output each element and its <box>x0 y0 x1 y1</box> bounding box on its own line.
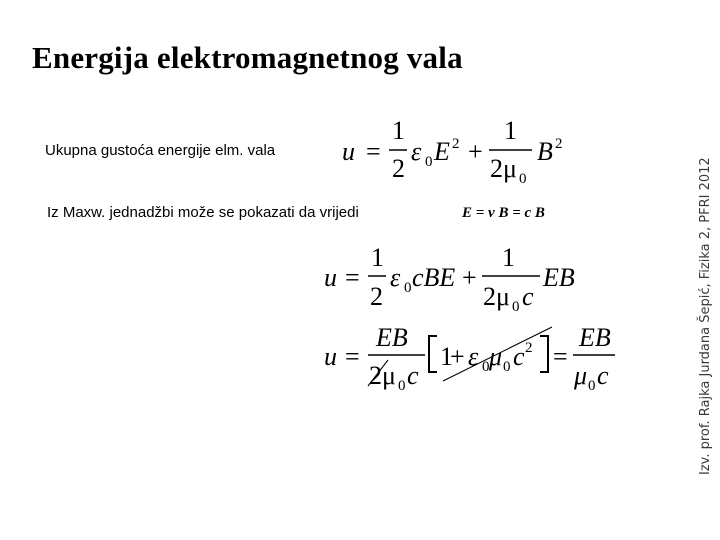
eq1-den1: 2 <box>392 154 405 183</box>
eq1-num2: 1 <box>504 116 517 145</box>
eq3-equals-2: = <box>553 342 568 371</box>
eq1-plus: + <box>468 137 483 166</box>
eq2-plus: + <box>462 263 477 292</box>
eq3-c: c <box>513 342 525 371</box>
eq3-lhs: u <box>324 342 337 371</box>
eq3-den1-c: c <box>407 361 419 390</box>
eq1-den2-sub: 0 <box>519 171 527 187</box>
eq1-den2: 2μ <box>490 154 517 183</box>
eq1-epsilon: ε <box>411 137 422 166</box>
maxwell-relation: E = v B = c B <box>462 205 545 221</box>
eq2-epsilon-sub: 0 <box>404 280 412 296</box>
eq2-lhs: u <box>324 263 337 292</box>
eq3-num2: EB <box>579 323 611 352</box>
eq2-den1: 2 <box>370 282 383 311</box>
eq3-den2-mu: μ <box>574 361 588 390</box>
eq1-equals: = <box>366 137 381 166</box>
eq3-right-bracket <box>540 336 548 372</box>
eq3-den2-c: c <box>597 361 609 390</box>
eq3-den1-sub: 0 <box>398 378 406 394</box>
equation-2 <box>324 243 575 315</box>
equation-3 <box>324 323 615 394</box>
slide-title: Energija elektromagnetnog vala <box>32 40 463 75</box>
eq3-one: 1 <box>440 342 453 371</box>
eq1-lhs: u <box>342 137 355 166</box>
eq2-EB: EB <box>543 263 575 292</box>
eq2-equals: = <box>345 263 360 292</box>
eq1-B-sup: 2 <box>555 136 563 152</box>
eq3-left-bracket <box>429 336 437 372</box>
maxwell-label: Iz Maxw. jednadžbi može se pokazati da vrijedi <box>47 204 359 221</box>
eq3-mu-sub: 0 <box>503 359 511 375</box>
eq3-den1: 2μ <box>369 361 396 390</box>
eq3-equals: = <box>345 342 360 371</box>
eq2-num2: 1 <box>502 243 515 272</box>
eq3-num1: EB <box>376 323 408 352</box>
eq2-num1: 1 <box>371 243 384 272</box>
eq1-B: B <box>537 137 553 166</box>
eq2-den2-c: c <box>522 282 534 311</box>
eq1-E-sup: 2 <box>452 136 460 152</box>
eq3-den2-sub: 0 <box>588 378 596 394</box>
eq2-den2-sub: 0 <box>512 299 520 315</box>
eq2-den2: 2μ <box>483 282 510 311</box>
eq3-mu: μ <box>489 342 503 371</box>
eq1-E: E <box>434 137 450 166</box>
equation-1 <box>342 116 563 187</box>
eq3-plus: + <box>450 342 465 371</box>
author-footer-vertical: Izv. prof. Rajka Jurdana Šepić, Fizika 2, PFRI 2012 <box>698 157 713 475</box>
energy-density-label: Ukupna gustoća energije elm. vala <box>45 142 276 159</box>
eq1-num1: 1 <box>392 116 405 145</box>
eq3-epsilon: ε <box>468 342 479 371</box>
eq2-epsilon: ε <box>390 263 401 292</box>
eq3-c-sup: 2 <box>525 340 533 356</box>
eq1-epsilon-sub: 0 <box>425 154 433 170</box>
eq3-epsilon-sub: 0 <box>482 359 490 375</box>
eq2-cBE: cBE <box>412 263 456 292</box>
